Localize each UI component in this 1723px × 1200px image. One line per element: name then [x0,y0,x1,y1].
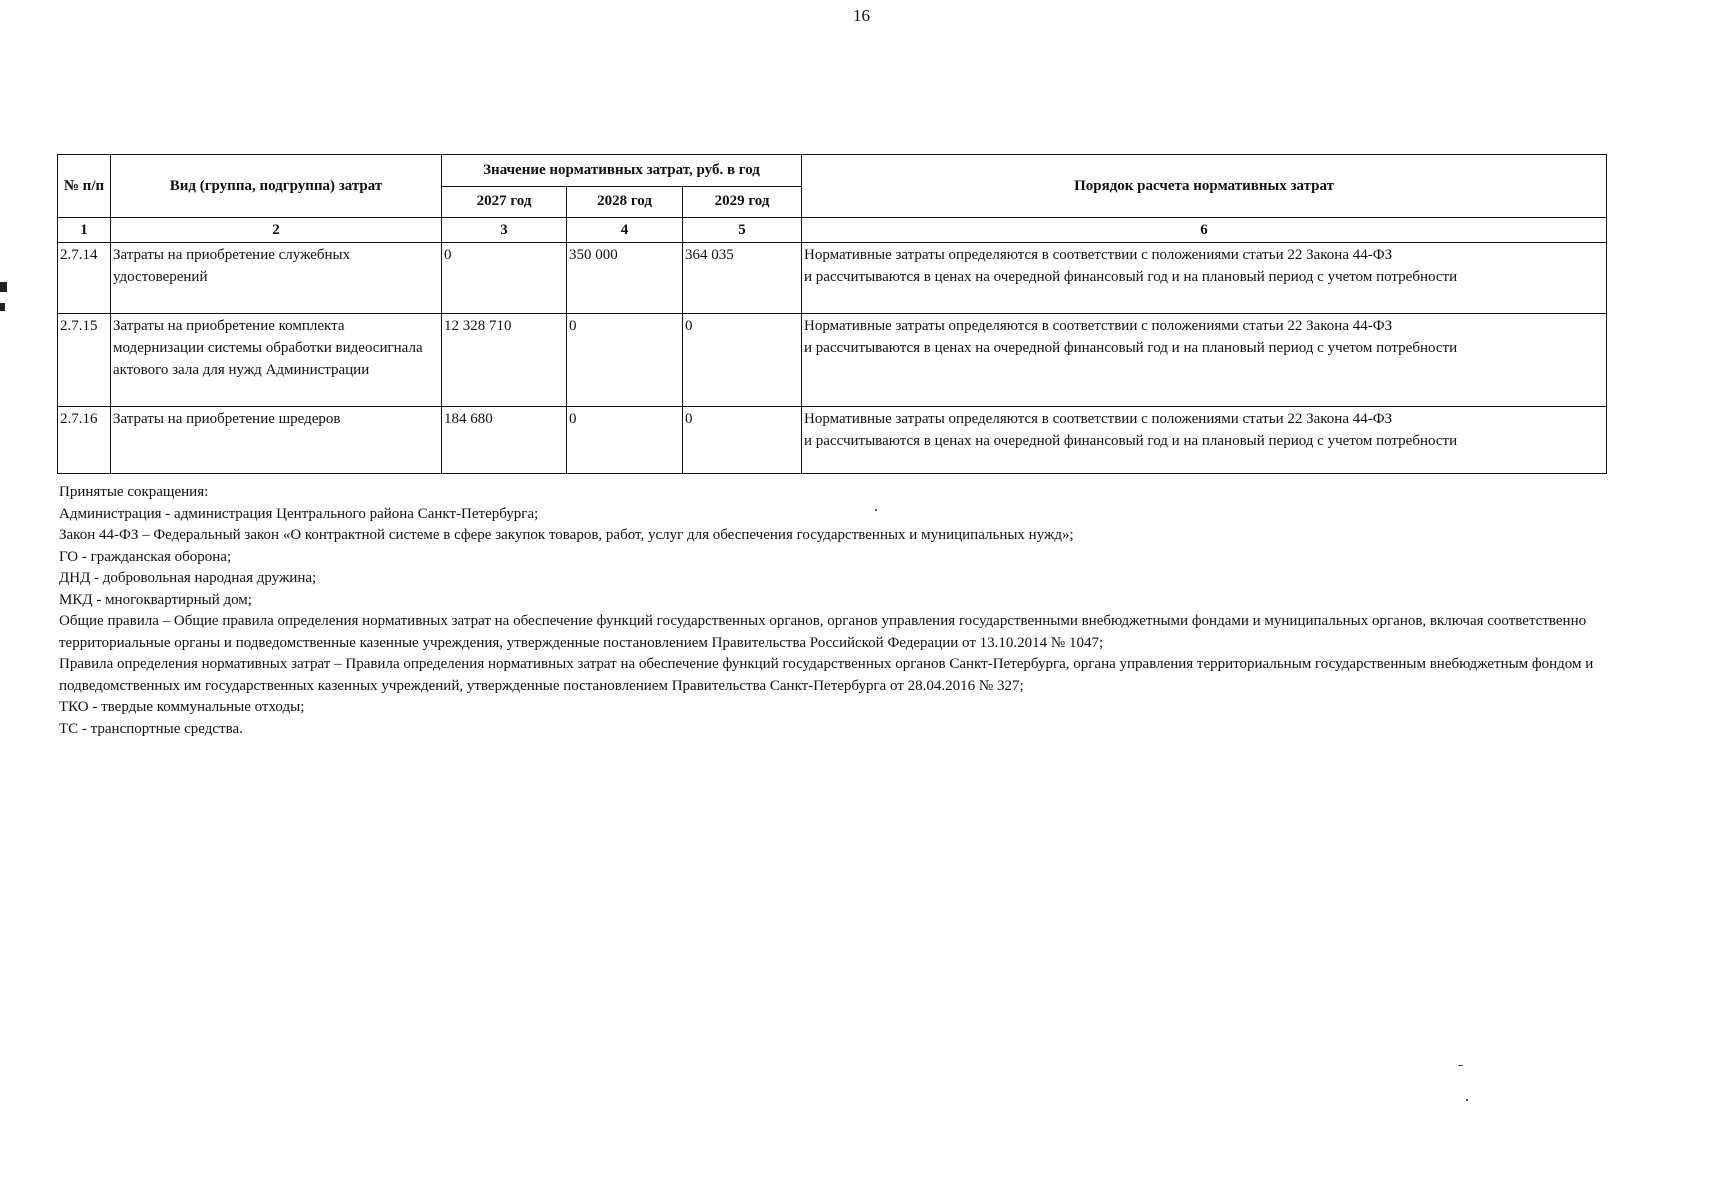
header-year-2027: 2027 год [442,186,567,218]
header-value-group: Значение нормативных затрат, руб. в год [442,155,802,187]
cost-table [57,154,1607,474]
scan-speck [1466,1099,1468,1101]
cost-type: Затраты на приобретение шредеров [111,407,442,474]
abbreviation-line: Администрация - администрация Центрального района Санкт-Петербурга; [59,505,539,522]
abbreviation-line: ДНД - добровольная народная дружина; [59,570,317,586]
scan-speck [875,509,877,511]
calculation-method [802,243,1607,314]
method-line: и рассчитываются в ценах на очередной финансовый год и на плановый период с учетом потребности [804,433,1458,449]
column-number: 6 [802,218,1607,243]
column-number-row [58,218,1607,243]
value-2029: 364 035 [683,243,802,314]
table-row [58,243,1607,314]
method-line: и рассчитываются в ценах на очередной финансовый год и на плановый период с учетом потребности [804,269,1458,285]
column-number: 3 [442,218,567,243]
value-2028: 0 [567,314,683,407]
calculation-method [802,407,1607,474]
method-line: и рассчитываются в ценах на очередной финансовый год и на плановый период с учетом потребности [804,340,1458,356]
table-row [58,407,1607,474]
abbreviations-title: Принятые сокращения: [59,484,209,500]
method-line: Нормативные затраты определяются в соответствии с положениями статьи 22 Закона 44-ФЗ [804,411,1393,427]
value-2027: 184 680 [442,407,567,474]
page-number: 16 [853,6,870,25]
cost-type: Затраты на приобретение служебных удостоверений [111,243,442,314]
column-number: 1 [58,218,111,243]
abbreviation-line: ТС - транспортные средства. [59,720,243,737]
value-2027: 12 328 710 [442,314,567,407]
value-2028: 0 [567,407,683,474]
margin-scan-mark [0,282,7,292]
row-number: 2.7.14 [58,243,111,314]
abbreviation-line: МКД - многоквартирный дом; [59,591,252,608]
margin-scan-mark [0,303,5,311]
column-number: 5 [683,218,802,243]
row-number: 2.7.15 [58,314,111,407]
row-number: 2.7.16 [58,407,111,474]
column-number: 4 [567,218,683,243]
abbreviation-line: Общие правила – Общие правила определения нормативных затрат на обеспечение функций государственных органов, органов управления государственными внебюджетными фондами и муниципальных органов, включая соответственно территориальные органы и подведомственные казенные учреждения, утвержденные постановлением Правительства Российской Федерации от 13.10.2014 № 1047; [59,613,1587,651]
abbreviations-block [59,482,1619,740]
abbreviation-line: ТКО - твердые коммунальные отходы; [59,699,305,715]
value-2029: 0 [683,407,802,474]
cost-type: Затраты на приобретение комплекта модернизации системы обработки видеосигнала актового зала для нужд Администрации [111,314,442,407]
method-line: Нормативные затраты определяются в соответствии с положениями статьи 22 Закона 44-ФЗ [804,318,1393,334]
abbreviation-line: Правила определения нормативных затрат – Правила определения нормативных затрат на обеспечение функций государственных органов Санкт-Петербурга, органа управления территориальным государственным внебюджетным фондом и подведомственных им государственных казенных учреждений, утвержденные постановлением Правительства Санкт-Петербурга от 28.04.2016 № 327; [59,656,1594,694]
header-year-2029: 2029 год [683,186,802,218]
header-year-2028: 2028 год [567,186,683,218]
column-number: 2 [111,218,442,243]
method-line: Нормативные затраты определяются в соответствии с положениями статьи 22 Закона 44-ФЗ [804,247,1393,263]
header-method: Порядок расчета нормативных затрат [802,155,1607,218]
scan-speck [1458,1065,1463,1066]
value-2029: 0 [683,314,802,407]
abbreviation-line: Закон 44-ФЗ – Федеральный закон «О контрактной системе в сфере закупок товаров, работ, услуг для обеспечения государственных и муниципальных нужд»; [59,527,1074,543]
header-type: Вид (группа, подгруппа) затрат [111,155,442,218]
abbreviation-line: ГО - гражданская оборона; [59,548,232,565]
table-row [58,314,1607,407]
calculation-method [802,314,1607,407]
value-2028: 350 000 [567,243,683,314]
value-2027: 0 [442,243,567,314]
header-num: № п/п [58,155,111,218]
